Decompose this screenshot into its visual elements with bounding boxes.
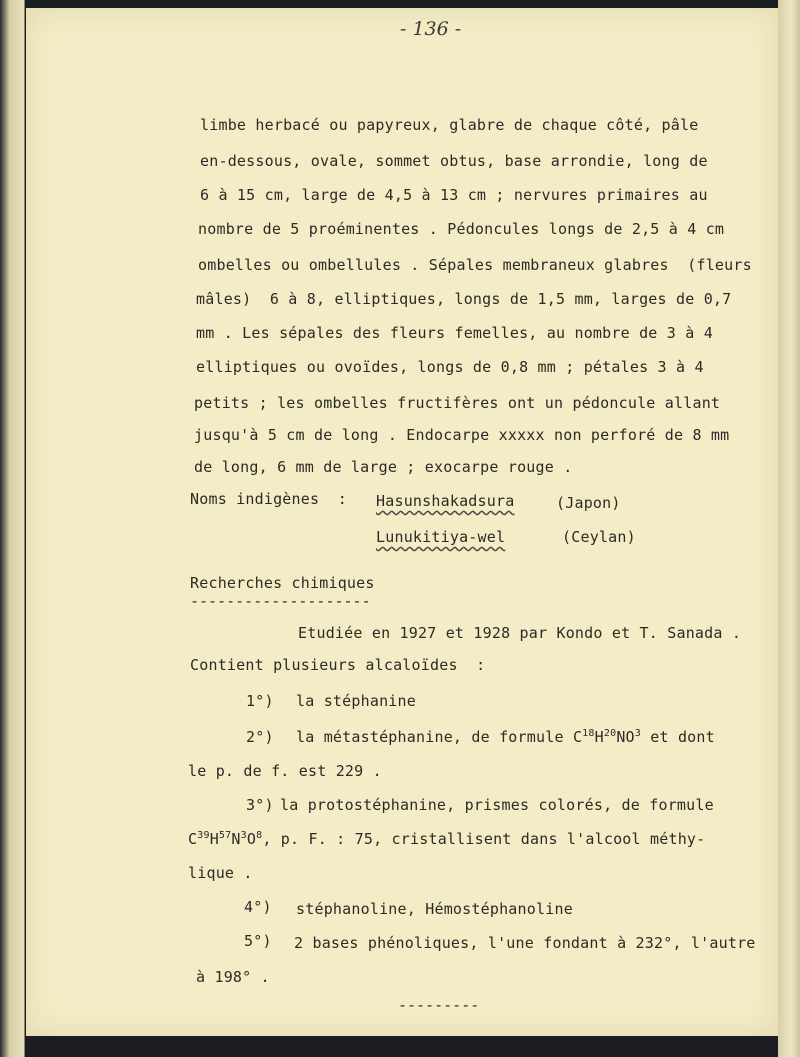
text-line: de long, 6 mm de large ; exocarpe rouge . [194, 458, 573, 476]
text-line: elliptiques ou ovoïdes, longs de 0,8 mm ; pétales 3 à 4 [196, 358, 704, 376]
native-names-label: Noms indigènes : [190, 490, 347, 508]
native-name-ceylon: Lunukitiya-wel [376, 528, 506, 546]
native-region-ceylon: (Ceylan) [562, 528, 636, 546]
text-line: 6 à 15 cm, large de 4,5 à 13 cm ; nervures primaires au [200, 186, 708, 204]
item-continuation: le p. de f. est 229 . [188, 762, 382, 780]
item-continuation: lique . [188, 864, 253, 882]
native-region-japan: (Japon) [556, 494, 621, 512]
text-line: limbe herbacé ou papyreux, glabre de chaque côté, pâle [200, 116, 699, 134]
item-continuation: à 198° . [196, 968, 270, 986]
page-edge-right [778, 0, 800, 1057]
formula-protostephanine: $C^{39}H^{57}N^3O^8$ [188, 830, 263, 848]
text-line: en-dessous, ovale, sommet obtus, base arrondie, long de [200, 152, 708, 170]
native-name-japan: Hasunshakadsura [376, 492, 515, 510]
item-number: 2°) [246, 728, 274, 746]
text-line: mm . Les sépales des fleurs femelles, au nombre de 3 à 4 [196, 324, 713, 342]
text-line: mâles) 6 à 8, elliptiques, longs de 1,5 mm, larges de 0,7 [196, 290, 732, 308]
item-text: 2 bases phénoliques, l'une fondant à 232°, l'autre [294, 934, 756, 952]
item-number: 5°) [244, 932, 272, 950]
text-line: nombre de 5 proéminentes . Pédoncules longs de 2,5 à 4 cm [198, 220, 725, 238]
end-rule: --------- [398, 996, 480, 1014]
text-line: petits ; les ombelles fructifères ont un pédoncule allant [194, 394, 721, 412]
page-number: - 136 - [400, 18, 462, 40]
item-continuation: $C^{39}H^{57}N^3O^8$, p. F. : 75, cristallisent dans l'alcool méthy- [188, 830, 706, 848]
text-line: jusqu'à 5 cm de long . Endocarpe xxxxx non perforé de 8 mm [194, 426, 730, 444]
chem-intro: Etudiée en 1927 et 1928 par Kondo et T. Sanada . [298, 624, 742, 642]
item-text: la protostéphanine, prismes colorés, de formule [280, 796, 714, 814]
item-text: la métastéphanine, de formule $C^{18}H^{20}NO^3$ et dont [296, 728, 715, 746]
item-text: la stéphanine [296, 692, 416, 710]
section-heading: Recherches chimiques [190, 574, 375, 592]
facing-page-edge [0, 0, 25, 1057]
text-line: ombelles ou ombellules . Sépales membraneux glabres (fleurs [198, 256, 752, 274]
item-number: 1°) [246, 692, 274, 710]
chem-intro-2: Contient plusieurs alcaloïdes : [190, 656, 486, 674]
formula-metastephanine: $C^{18}H^{20}NO^3$ [572, 728, 642, 746]
item-text: stéphanoline, Hémostéphanoline [296, 900, 573, 918]
item-number: 4°) [244, 898, 272, 916]
item-number: 3°) [246, 796, 274, 814]
heading-underline: -------------------- [190, 592, 371, 610]
